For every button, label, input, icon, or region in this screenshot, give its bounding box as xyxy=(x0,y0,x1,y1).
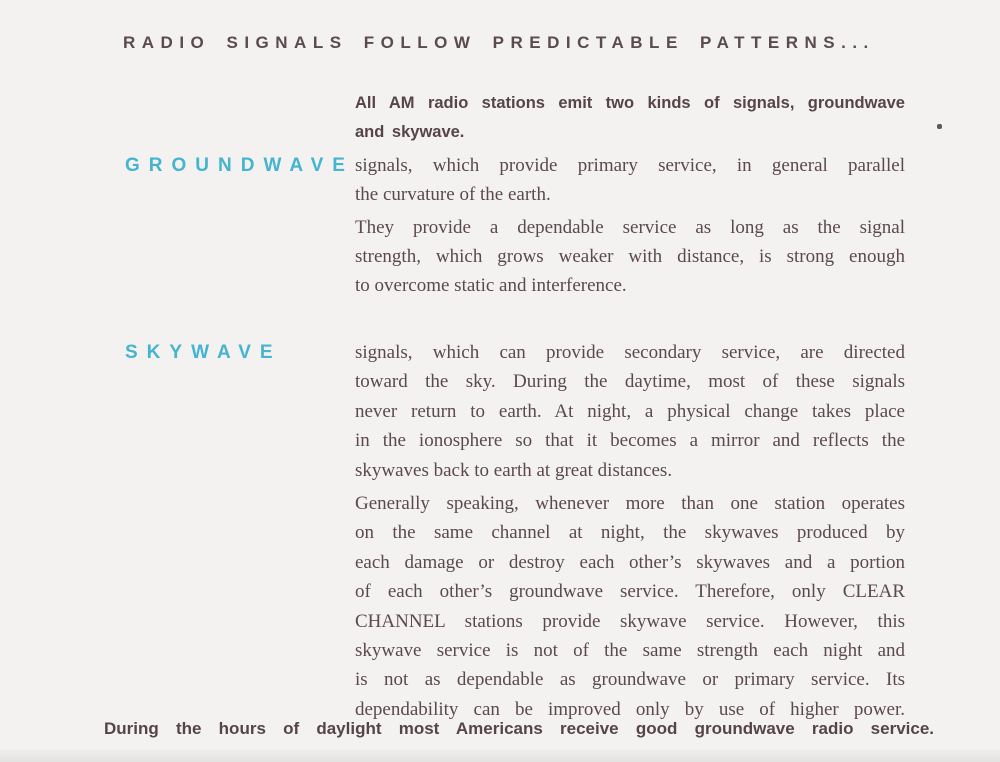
scan-speck xyxy=(937,124,942,129)
text-line: All AM radio stations emit two kinds of signals, groundwave xyxy=(355,94,905,112)
text-line: and skywave. xyxy=(355,123,465,141)
text-line: signals, which can provide secondary service, are directed xyxy=(355,342,905,363)
intro-paragraph xyxy=(355,89,905,147)
text-line: the curvature of the earth. xyxy=(355,184,551,205)
text-line: of each other’s groundwave service. Therefore, only CLEAR xyxy=(355,581,905,603)
text-line: in the ionosphere so that it becomes a mirror and reflects the xyxy=(355,430,905,452)
footer-statement: During the hours of daylight most Americans receive good groundwave radio service. xyxy=(104,719,934,738)
page-title: RADIO SIGNALS FOLLOW PREDICTABLE PATTERNS... xyxy=(123,33,875,52)
text-line: on the same channel at night, the skywaves produced by xyxy=(355,522,905,544)
text-line: to overcome static and interference. xyxy=(355,275,627,296)
skywave-paragraph-2 xyxy=(355,489,905,724)
text-line: skywave service is not of the same strength each night and xyxy=(355,640,905,662)
text-line: toward the sky. During the daytime, most of these signals xyxy=(355,371,905,393)
groundwave-paragraph-1 xyxy=(355,151,905,209)
text-line: is not as dependable as groundwave or primary service. Its xyxy=(355,669,905,691)
text-line: They provide a dependable service as long as the signal xyxy=(355,217,905,238)
groundwave-paragraph-2 xyxy=(355,213,905,300)
skywave-text xyxy=(355,338,905,724)
text-line: skywaves back to earth at great distances. xyxy=(355,459,673,481)
text-line: signals, which provide primary service, in general parallel xyxy=(355,155,905,176)
text-line: never return to earth. At night, a physical change takes place xyxy=(355,400,905,422)
groundwave-label: GROUNDWAVE xyxy=(125,155,354,176)
page-edge-shadow xyxy=(0,750,1000,762)
skywave-paragraph-1 xyxy=(355,338,905,485)
text-line: each damage or destroy each other’s skywaves and a portion xyxy=(355,551,905,573)
text-line: strength, which grows weaker with distance, is strong enough xyxy=(355,246,905,267)
text-line: Generally speaking, whenever more than one station operates xyxy=(355,493,905,515)
text-line: CHANNEL stations provide skywave service. However, this xyxy=(355,610,905,632)
groundwave-text xyxy=(355,151,905,300)
skywave-label: SKYWAVE xyxy=(125,342,282,363)
text-line: dependability can be improved only by use of higher power. xyxy=(355,698,905,720)
